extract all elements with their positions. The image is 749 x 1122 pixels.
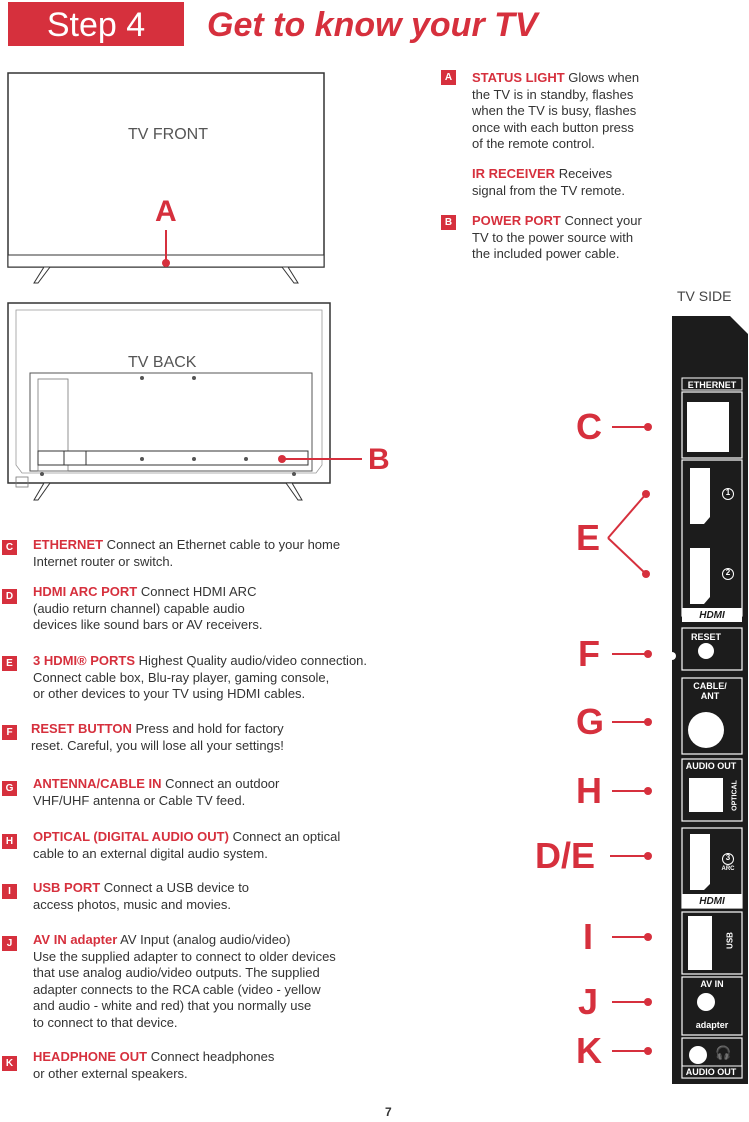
panel-label-hdmi2: 2 — [725, 568, 731, 577]
desc-status-light: STATUS LIGHT Glows when the TV is in standby, flashes when the TV is busy, flashes once with each button press of the remote control. — [472, 70, 640, 151]
keyword-ir-receiver: IR RECEIVER — [472, 166, 556, 181]
panel-label-audio-out-2: AUDIO OUT — [685, 1067, 737, 1077]
tag-e: E — [2, 656, 17, 671]
panel-label-usb: USB — [725, 932, 735, 949]
page-number: 7 — [385, 1105, 392, 1119]
keyword-status-light: STATUS LIGHT — [472, 70, 565, 85]
tag-f: F — [2, 725, 17, 740]
callout-f: F — [578, 633, 600, 674]
tag-c: C — [2, 540, 17, 555]
tag-i: I — [2, 884, 17, 899]
tag-d: D — [2, 589, 17, 604]
callout-b: B — [368, 443, 390, 476]
hdmi-logo-icon: HDMI — [699, 610, 725, 621]
tv-back-label: TV BACK — [128, 354, 197, 371]
tag-a: A — [441, 70, 456, 85]
desc-antenna: ANTENNA/CABLE IN Connect an outdoor VHF/UHF antenna or Cable TV feed. — [33, 776, 280, 808]
desc-hdmi-ports: 3 HDMI® PORTS Highest Quality audio/video connection. Connect cable box, Blu-ray player, gaming console, or other devices to your TV using HDMI cables. — [33, 653, 368, 701]
panel-label-cable-ant: CABLE/ ANT — [693, 681, 727, 701]
callout-d-e: D/E — [535, 835, 596, 876]
panel-label-reset: RESET — [690, 632, 721, 642]
tag-j: J — [2, 936, 17, 951]
tag-h: H — [2, 834, 17, 849]
panel-label-hdmi1: 1 — [725, 488, 731, 497]
tag-b: B — [441, 215, 456, 230]
keyword-power-port: POWER PORT — [472, 213, 561, 228]
desc-usb: USB PORT Connect a USB device to access photos, music and movies. — [33, 880, 250, 912]
side-callout-lines — [600, 410, 670, 1070]
panel-label-hdmi3: 3 — [725, 853, 731, 862]
callout-i: I — [583, 916, 594, 957]
desc-hdmi-arc: HDMI ARC PORT Connect HDMI ARC (audio return channel) capable audio devices like sound bars or AV receivers. — [33, 584, 263, 632]
tv-back-illustration — [0, 295, 400, 520]
desc-reset-button: RESET BUTTON Press and hold for factory reset. Careful, you will lose all your settings! — [31, 721, 284, 753]
desc-optical: OPTICAL (DIGITAL AUDIO OUT) Connect an optical cable to an external digital audio system. — [33, 829, 341, 861]
desc-headphone: HEADPHONE OUT Connect headphones or other external speakers. — [33, 1049, 275, 1081]
panel-label-av-in: AV IN — [700, 979, 724, 989]
headphone-icon: 🎧 — [715, 1045, 732, 1060]
callout-g: G — [576, 701, 605, 742]
tv-front-illustration — [0, 65, 340, 290]
step-badge: Step 4 — [8, 2, 184, 46]
callout-h: H — [576, 770, 602, 811]
tag-g: G — [2, 781, 17, 796]
callout-j: J — [578, 981, 599, 1022]
page-title: Get to know your TV — [207, 6, 538, 44]
tag-k: K — [2, 1056, 17, 1071]
callout-a: A — [155, 195, 177, 228]
callout-c: C — [576, 406, 602, 447]
panel-label-optical: OPTICAL — [731, 780, 739, 811]
desc-power-port: POWER PORT Connect your TV to the power source with the included power cable. — [472, 213, 642, 261]
desc-ir-receiver: IR RECEIVER Receives signal from the TV remote. — [472, 166, 625, 198]
panel-label-audio-out: AUDIO OUT — [685, 761, 737, 771]
tv-side-label: TV SIDE — [677, 288, 732, 304]
panel-label-adapter: adapter — [695, 1020, 729, 1030]
callout-k: K — [576, 1030, 602, 1071]
panel-label-arc: ARC — [721, 866, 735, 872]
panel-label-ethernet: ETHERNET — [687, 380, 737, 390]
hdmi-logo-icon-2: HDMI — [699, 896, 725, 907]
desc-ethernet: ETHERNET Connect an Ethernet cable to your home Internet router or switch. — [33, 537, 341, 569]
callout-e: E — [576, 517, 601, 558]
tv-front-label: TV FRONT — [128, 126, 208, 143]
desc-av-in: AV IN adapter AV Input (analog audio/video) Use the supplied adapter to connect to older devices that use analog audio/video outputs. The supplied adapter connects to the RCA cable (video - yellow and audio - white and red) that you normally use to connect to that device. — [33, 932, 336, 1030]
